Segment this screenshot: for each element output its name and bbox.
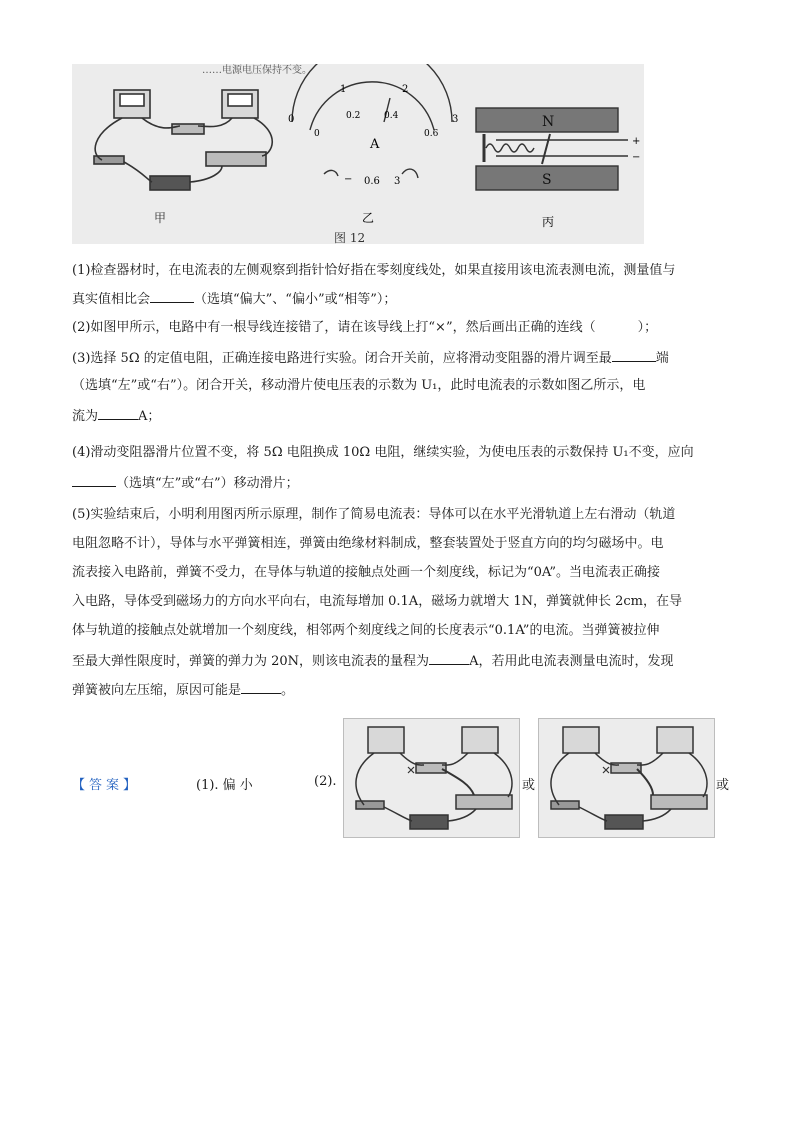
q1-answer-blank[interactable] [150, 288, 194, 303]
answer-circuit-image-2 [538, 718, 715, 838]
q5-text-f: 至最大弹性限度时，弹簧的弹力为 20N，则该电流表的量程为 [72, 654, 430, 669]
meter-inner-0: 0 [314, 129, 320, 139]
q5-blank-reason[interactable] [241, 679, 281, 694]
panel-label-yi: 乙 [362, 211, 375, 225]
meter-tick-2: 2 [402, 84, 409, 95]
question-3-line-3 [72, 405, 732, 427]
q5-text-a: (5)实验结束后，小明利用图丙所示原理，制作了简易电流表：导体可以在水平光滑轨道上左右滑动（轨道 [72, 507, 676, 522]
q3-text-d: 流为 [72, 409, 99, 424]
answer-1: (1). 偏 小 [196, 778, 253, 793]
q5-text-h: 弹簧被向左压缩，原因可能是 [72, 683, 242, 698]
answer-label: 【答案】 [72, 778, 141, 793]
q5-text-c: 流表接入电路前，弹簧不受力，在导体与轨道的接触点处画一个刻度线，标记为“0A”。当电流表正确接 [72, 565, 661, 580]
question-5-line-2 [72, 534, 732, 554]
meter-terminal-3: 3 [394, 176, 401, 187]
q3-text-e: A； [138, 409, 161, 424]
meter-inner-2: 0.4 [384, 111, 399, 121]
q2-text-b: ）； [637, 320, 658, 335]
q5-blank-range[interactable] [429, 650, 469, 665]
q2-text-a: (2)如图甲所示，电路中有一根导线连接错了，请在该导线上打“×”，然后画出正确的连线（ [72, 320, 596, 335]
meter-symbol: A [370, 137, 380, 152]
answer-or-1: 或 [522, 778, 536, 793]
magnet-n-label: N [542, 114, 555, 130]
question-1-line-1 [72, 261, 732, 281]
figure-top-text: ……电源电压保持不变。 [202, 65, 312, 76]
q5-text-i: 。 [281, 683, 295, 698]
figure-12-drawing [72, 64, 644, 244]
answer-circuit-drawing-1 [344, 719, 519, 837]
q3-blank-end[interactable] [612, 347, 656, 362]
q4-text-a: (4)滑动变阻器滑片位置不变，将 5Ω 电阻换成 10Ω 电阻，继续实验，为使电压表的示数保持 U₁不变，应向 [72, 445, 694, 460]
q4-answer-blank[interactable] [72, 472, 116, 487]
q5-text-e: 体与轨道的接触点处就增加一个刻度线，相邻两个刻度线之间的长度表示“0.1A”的电流。当弹簧被拉伸 [72, 623, 660, 638]
question-5-line-6 [72, 650, 732, 672]
question-1-line-2 [72, 288, 732, 310]
meter-terminal-06: 0.6 [364, 176, 380, 187]
answer-circuit-image-1 [343, 718, 520, 838]
question-5-line-3 [72, 563, 732, 583]
meter-inner-1: 0.2 [346, 111, 361, 121]
meter-terminal-neg: − [344, 174, 353, 185]
question-5-line-1 [72, 505, 732, 525]
q3-text-c: （选填“左”或“右”）。闭合开关，移动滑片使电压表的示数为 U₁，此时电流表的示数如图乙所示，电 [72, 378, 646, 393]
question-5-line-4 [72, 592, 732, 612]
question-5-line-5 [72, 621, 732, 641]
question-3-line-2 [72, 376, 732, 396]
question-3-line-1 [72, 347, 732, 369]
q3-text-a: (3)选择 5Ω 的定值电阻，正确连接电路进行实验。闭合开关前，应将滑动变阻器的滑片调至最 [72, 351, 612, 366]
question-4-line-2 [72, 472, 732, 494]
q3-blank-current[interactable] [98, 405, 138, 420]
panel-label-jia: 甲 [154, 211, 167, 225]
meter-tick-0: 0 [288, 114, 295, 125]
meter-inner-3: 0.6 [424, 129, 439, 139]
meter-tick-3: 3 [452, 114, 459, 125]
q5-text-g: A，若用此电流表测量电流时，发现 [469, 654, 674, 669]
q5-text-b: 电阻忽略不计），导体与水平弹簧相连，弹簧由绝缘材料制成，整套装置处于竖直方向的均匀磁场中。电 [72, 536, 664, 551]
meter-tick-1: 1 [340, 84, 347, 95]
figure-12 [72, 64, 644, 244]
question-5-line-7 [72, 679, 732, 701]
question-4-line-1 [72, 443, 732, 463]
magnet-minus-label: − [632, 152, 641, 163]
q1-text-c: （选填“偏大”、“偏小”或“相等”）； [194, 292, 397, 307]
magnet-plus-label: + [632, 136, 641, 147]
panel-label-bing: 丙 [542, 215, 555, 229]
q5-text-d: 入电路，导体受到磁场力的方向水平向右，电流每增加 0.1A，磁场力就增大 1N，弹簧就伸长 2cm，在导 [72, 594, 682, 609]
q1-text-b: 真实值相比会 [72, 292, 151, 307]
answer-circuit-drawing-2 [539, 719, 714, 837]
figure-caption: 图 12 [334, 231, 366, 244]
q3-text-b: 端 [655, 351, 669, 366]
question-2 [72, 318, 732, 338]
answer-or-2: 或 [716, 778, 730, 793]
magnet-s-label: S [542, 172, 552, 188]
q4-text-b: （选填“左”或“右”）移动滑片； [116, 476, 299, 491]
answer-2-prefix: (2). [314, 774, 337, 789]
q1-text-a: (1)检查器材时，在电流表的左侧观察到指针恰好指在零刻度线处，如果直接用该电流表测电流，测量值与 [72, 263, 676, 278]
